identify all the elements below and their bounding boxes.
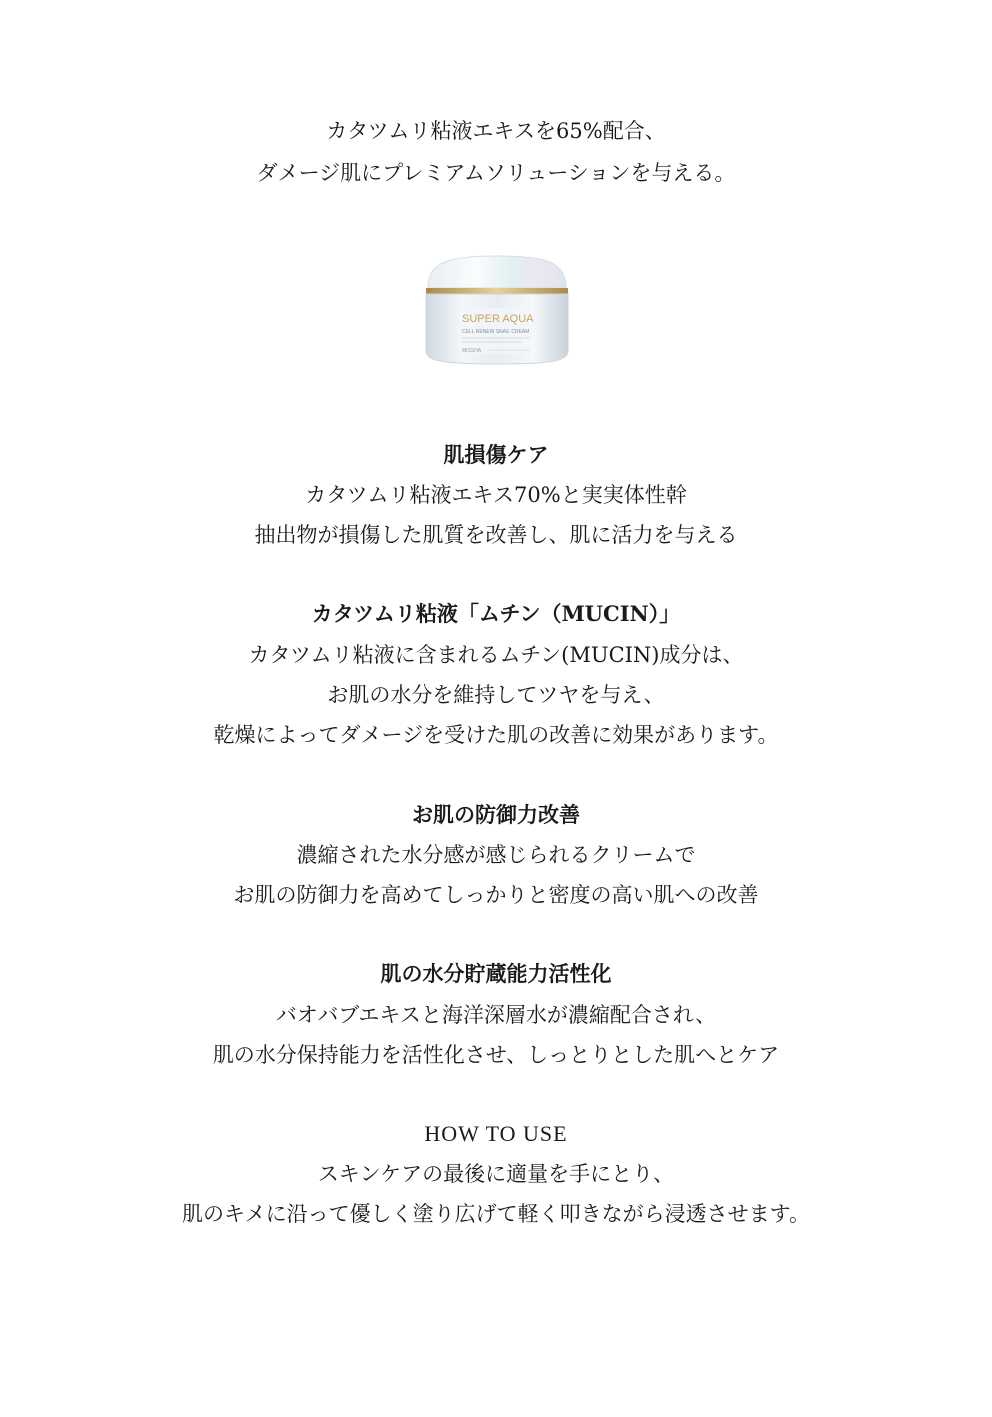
section-heading-skin-damage-care: 肌損傷ケア [443, 442, 549, 467]
section-heading-how-to-use: HOW TO USE [424, 1121, 568, 1146]
intro-line-2: ダメージ肌にプレミアムソリューションを与える。 [256, 161, 736, 185]
section-3-line-2: お肌の防御力を高めてしっかりと密度の高い肌への改善 [233, 883, 759, 907]
jar-label-maker: MISSHA [462, 348, 482, 354]
section-4-line-1: バオバブエキスと海洋深層水が濃縮配合され、 [275, 1003, 717, 1027]
jar-label-name: CELL RENEW SNAIL CREAM [462, 329, 530, 335]
product-jar-image [418, 250, 576, 372]
section-1-line-2: 抽出物が損傷した肌質を改善し、肌に活力を与える [254, 523, 738, 547]
section-heading-moisture-storage: 肌の水分貯蔵能力活性化 [380, 961, 612, 986]
intro-line-1: カタツムリ粘液エキスを65%配合、 [326, 119, 666, 143]
section-4-line-2: 肌の水分保持能力を活性化させ、しっとりとした肌へとケア [212, 1043, 780, 1067]
section-2-line-2: お肌の水分を維持してツヤを与え、 [327, 683, 665, 707]
section-2-line-3: 乾燥によってダメージを受けた肌の改善に効果があります。 [213, 723, 779, 747]
jar-label-brand: SUPER AQUA [462, 313, 534, 325]
section-heading-skin-defense: お肌の防御力改善 [412, 802, 580, 827]
section-1-line-1: カタツムリ粘液エキス70%と実実体性幹 [305, 483, 687, 507]
section-heading-mucin: カタツムリ粘液「ムチン（MUCIN）」 [311, 601, 681, 626]
section-5-line-2: 肌のキメに沿って優しく塗り広げて軽く叩きながら浸透させます。 [182, 1202, 810, 1226]
section-3-line-1: 濃縮された水分感が感じられるクリームで [296, 843, 696, 867]
section-5-line-1: スキンケアの最後に適量を手にとり、 [317, 1162, 675, 1186]
section-2-line-1: カタツムリ粘液に含まれるムチン(MUCIN)成分は、 [248, 643, 744, 667]
